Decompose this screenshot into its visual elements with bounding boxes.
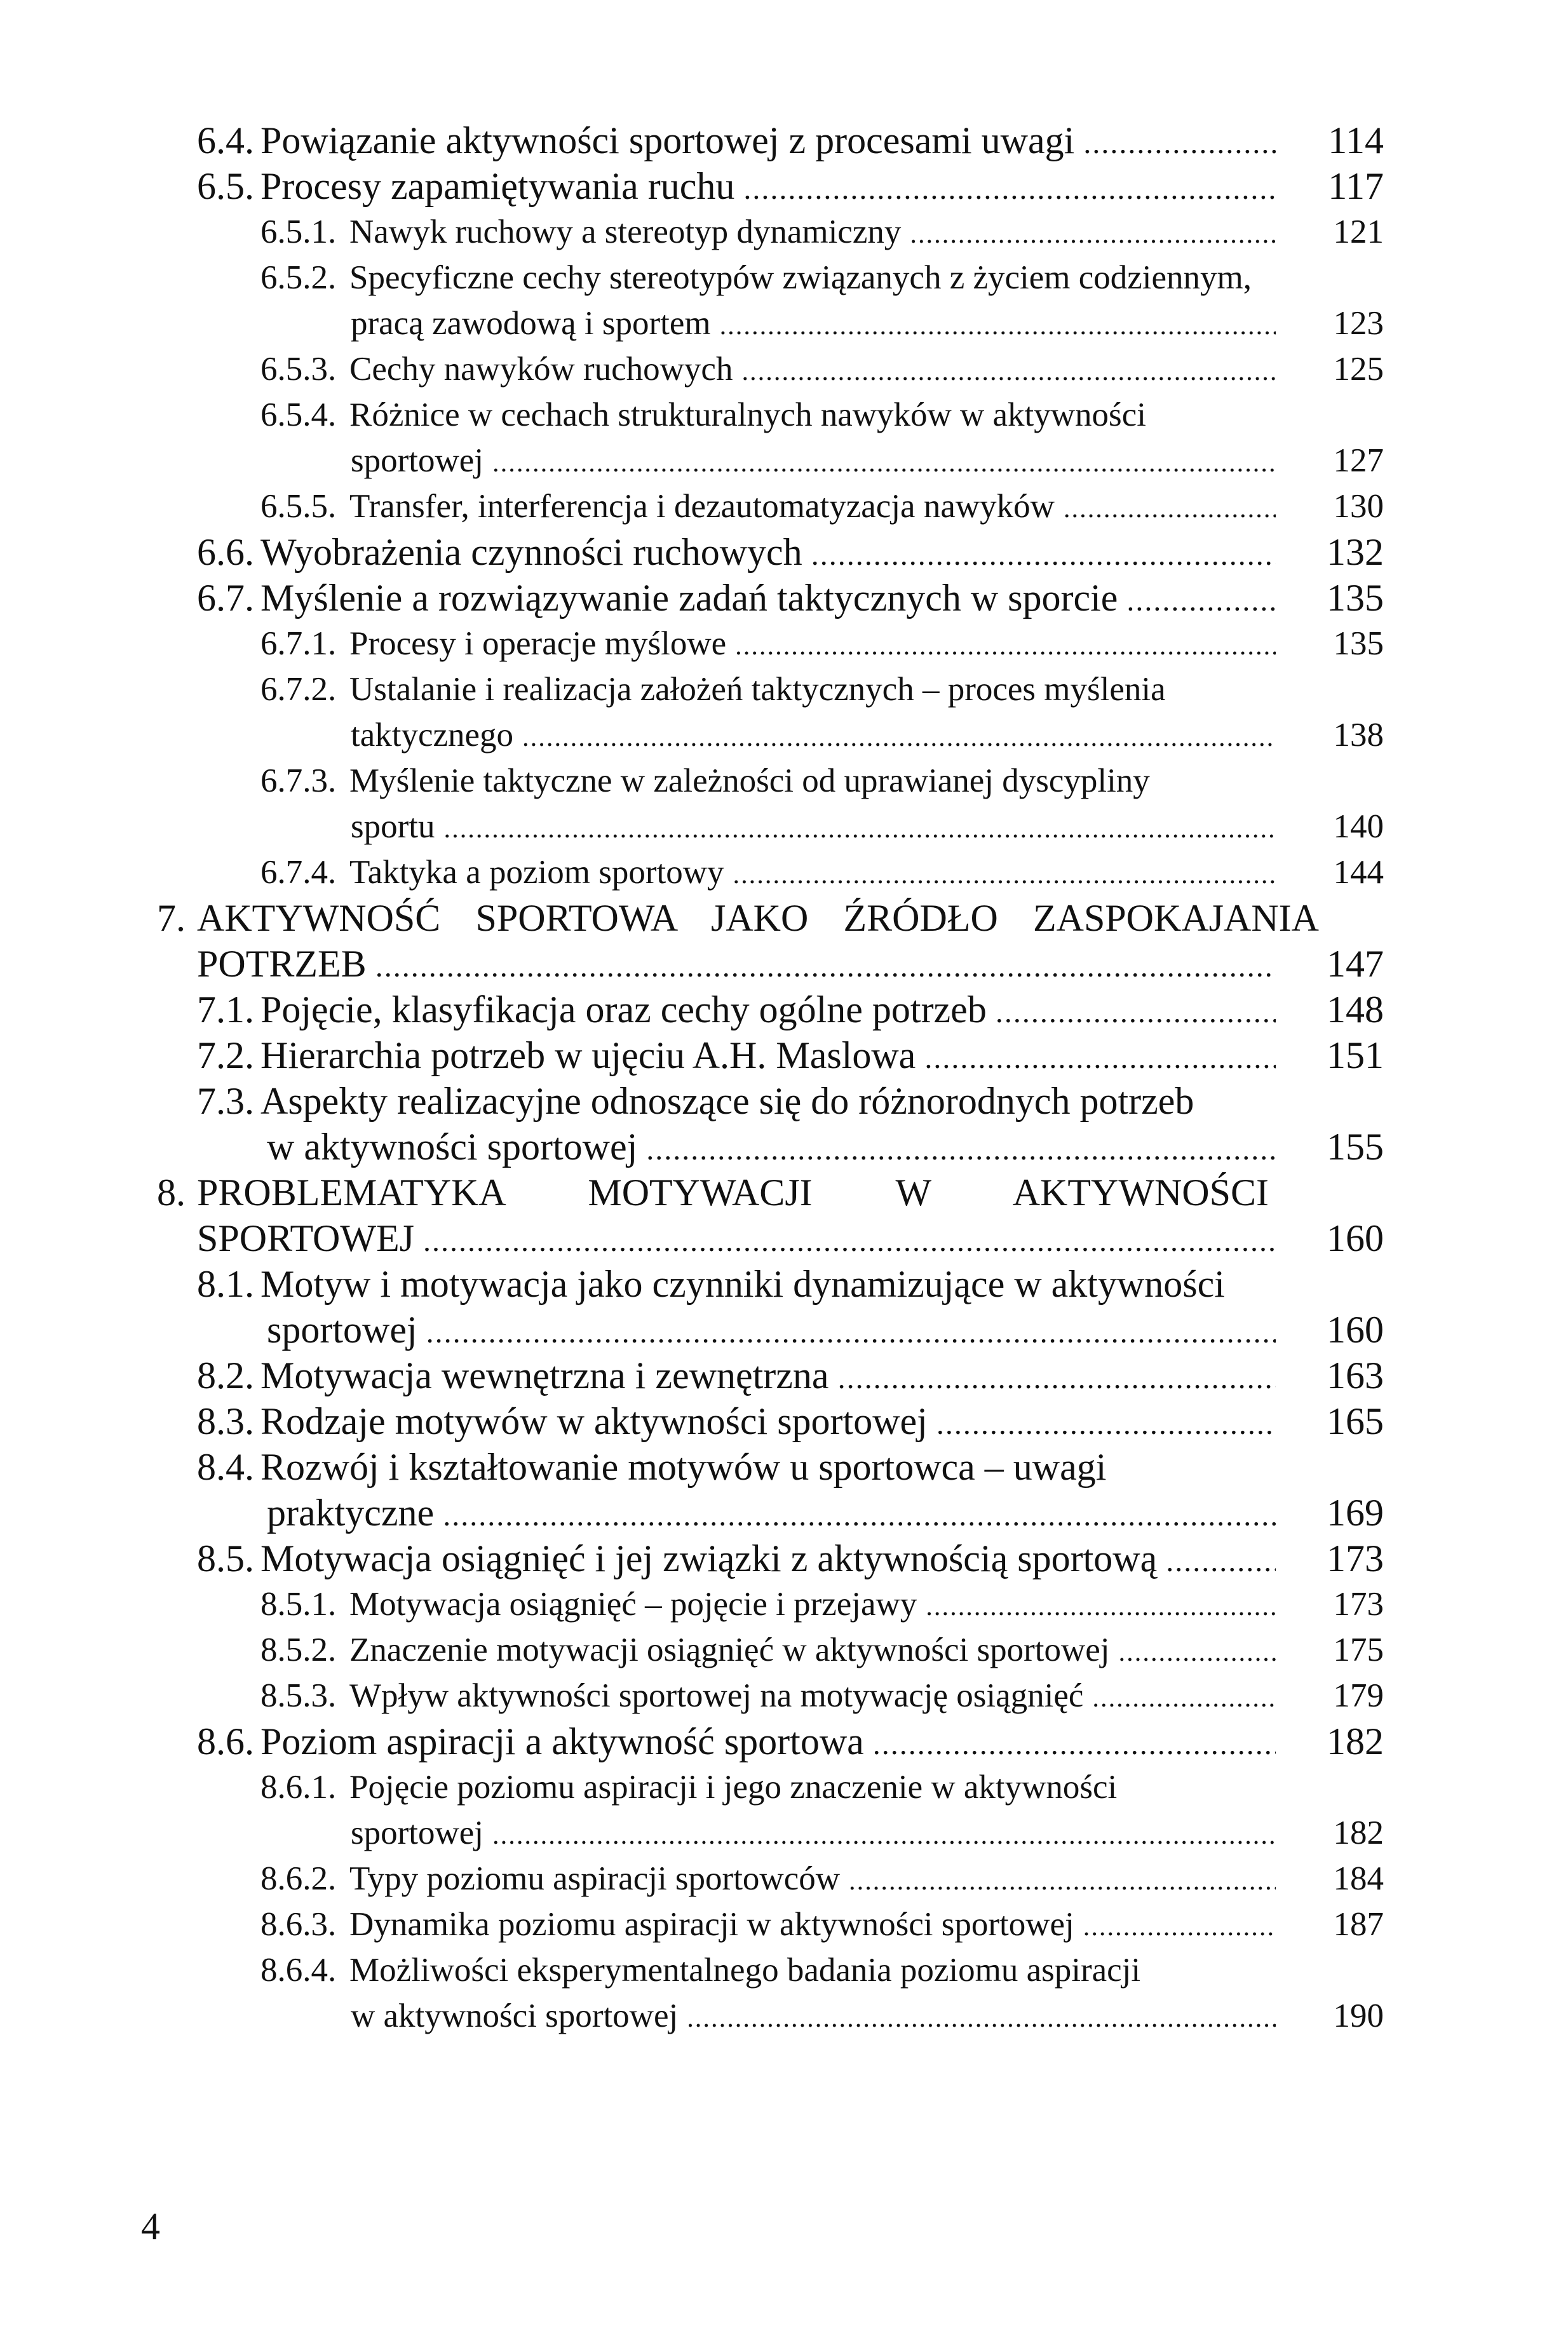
toc-entry (0, 1261, 1384, 1307)
toc-entry-number: 6.5.1. (260, 213, 337, 250)
toc-entry-number: 6.7.3. (260, 762, 337, 799)
toc-entry (0, 1581, 1384, 1627)
toc-entry-page: 123 (1333, 305, 1384, 342)
toc-entry-page: 140 (1333, 808, 1384, 845)
toc-entry-title: Ustalanie i realizacja założeń taktycznych – proces myślenia (349, 671, 1166, 708)
toc-entry-title: AKTYWNOŚĆ SPORTOWA JAKO ŹRÓDŁO ZASPOKAJANIA (197, 897, 1319, 939)
dot-leader (1092, 1675, 1276, 1721)
toc-entry (0, 712, 1384, 758)
toc-entry-page: 160 (1327, 1217, 1384, 1259)
dot-leader (1126, 578, 1276, 624)
toc-entry (0, 987, 1384, 1032)
toc-entry (0, 758, 1384, 804)
toc-entry-title: Poziom aspiracji a aktywność sportowa (260, 1720, 864, 1762)
dot-leader (926, 1584, 1276, 1630)
toc-entry-title: pracą zawodową i sportem (351, 305, 711, 342)
toc-entry-number: 6.7.4. (260, 854, 337, 891)
toc-entry (0, 1124, 1384, 1170)
toc-entry-title: Wpływ aktywności sportowej na motywację osiągnięć (349, 1677, 1084, 1714)
toc-entry-title: Motywacja wewnętrzna i zewnętrzna (260, 1355, 829, 1396)
toc-entry-page: 132 (1327, 531, 1384, 573)
dot-leader (687, 1996, 1276, 2041)
dot-leader (996, 990, 1276, 1036)
toc-entry-title: Dynamika poziomu aspiracji w aktywności sportowej (349, 1906, 1074, 1943)
toc-entry-number: 7.1. (197, 989, 254, 1031)
toc-entry-page: 125 (1333, 351, 1384, 388)
toc-entry-number: 7.3. (197, 1080, 254, 1122)
toc-entry-number: 6.7.1. (260, 625, 337, 662)
toc-entry-page: 135 (1327, 577, 1384, 619)
dot-leader (492, 440, 1276, 486)
toc-entry (0, 346, 1384, 392)
toc-entry-number: 6.5.2. (260, 259, 337, 296)
toc-entry-number: 7.2. (197, 1034, 254, 1076)
dot-leader (849, 1858, 1276, 1904)
dot-leader (811, 532, 1276, 578)
toc-entry-page: 175 (1333, 1632, 1384, 1668)
dot-leader (1083, 1904, 1276, 1950)
toc-entry-title: Możliwości eksperymentalnego badania poziomu aspiracji (349, 1952, 1141, 1989)
toc-entry-number: 8.4. (197, 1446, 254, 1488)
toc-entry-number: 6.5. (197, 165, 254, 207)
toc-entry-page: 163 (1327, 1355, 1384, 1396)
dot-leader (375, 944, 1276, 990)
toc-entry-page: 144 (1333, 854, 1384, 891)
toc-entry-title: Powiązanie aktywności sportowej z procesami uwagi (260, 119, 1075, 161)
toc-entry (0, 118, 1384, 163)
toc-entry-number: 8.5. (197, 1538, 254, 1579)
toc-entry (0, 1810, 1384, 1856)
toc-entry-title: Typy poziomu aspiracji sportowców (349, 1860, 840, 1897)
toc-entry (0, 1902, 1384, 1947)
table-of-contents (0, 118, 1384, 2039)
toc-entry-title: sportowej (351, 442, 484, 479)
dot-leader (492, 1813, 1276, 1858)
dot-leader (1119, 1630, 1276, 1675)
toc-entry-title: Motywacja osiągnięć – pojęcie i przejawy (349, 1586, 917, 1623)
toc-entry (0, 1353, 1384, 1398)
toc-entry-page: 121 (1333, 213, 1384, 250)
dot-leader (924, 1036, 1276, 1081)
toc-entry-title: w aktywności sportowej (267, 1126, 638, 1168)
toc-entry (0, 1444, 1384, 1490)
dot-leader (735, 623, 1276, 669)
toc-entry (0, 483, 1384, 529)
toc-entry-page: 187 (1333, 1906, 1384, 1943)
toc-entry-number: 8.2. (197, 1355, 254, 1396)
toc-entry (0, 438, 1384, 483)
dot-leader (443, 1493, 1276, 1539)
toc-entry-title: POTRZEB (197, 943, 367, 985)
toc-entry-title: Myślenie a rozwiązywanie zadań taktycznych w sporcie (260, 577, 1118, 619)
toc-entry-title: Rozwój i kształtowanie motywów u sportowca – uwagi (260, 1446, 1107, 1488)
toc-entry-number: 6.6. (197, 531, 254, 573)
toc-entry-number: 7. (157, 897, 186, 939)
toc-entry (0, 529, 1384, 575)
toc-entry-title: Myślenie taktyczne w zależności od uprawianej dyscypliny (349, 762, 1150, 799)
toc-entry (0, 621, 1384, 666)
toc-entry-page: 114 (1328, 119, 1384, 161)
toc-entry-title: w aktywności sportowej (351, 1997, 679, 2034)
toc-entry (0, 1947, 1384, 1993)
dot-leader (743, 166, 1276, 212)
dot-leader (444, 806, 1276, 852)
toc-entry-title: Motywacja osiągnięć i jej związki z aktywnością sportową (260, 1538, 1158, 1579)
toc-entry-page: 184 (1333, 1860, 1384, 1897)
toc-entry-number: 8.6.4. (260, 1952, 337, 1989)
toc-entry-title: sportowej (267, 1309, 417, 1351)
toc-entry-page: 135 (1333, 625, 1384, 662)
toc-entry-title: Rodzaje motywów w aktywności sportowej (260, 1400, 928, 1442)
toc-entry (0, 1078, 1384, 1124)
toc-entry-title: sportowej (351, 1815, 484, 1851)
toc-entry-page: 173 (1333, 1586, 1384, 1623)
toc-entry (0, 1307, 1384, 1353)
dot-leader (741, 349, 1276, 395)
toc-entry (0, 301, 1384, 346)
toc-entry-page: 190 (1333, 1997, 1384, 2034)
toc-entry-page: 173 (1327, 1538, 1384, 1579)
toc-entry-page: 160 (1327, 1309, 1384, 1351)
dot-leader (646, 1127, 1276, 1173)
toc-entry-title: Różnice w cechach strukturalnych nawyków w aktywności (349, 396, 1146, 433)
toc-entry-number: 8.5.3. (260, 1677, 337, 1714)
toc-entry-number: 8.6.2. (260, 1860, 337, 1897)
toc-entry-title: Nawyk ruchowy a stereotyp dynamiczny (349, 213, 902, 250)
toc-entry-page: 179 (1333, 1677, 1384, 1714)
toc-entry-title: Aspekty realizacyjne odnoszące się do różnorodnych potrzeb (260, 1080, 1194, 1122)
dot-leader (423, 1219, 1276, 1264)
toc-entry-page: 138 (1333, 717, 1384, 754)
dot-leader (720, 303, 1276, 349)
toc-entry-page: 155 (1327, 1126, 1384, 1168)
toc-entry (0, 163, 1384, 209)
toc-entry-title: Pojęcie, klasyfikacja oraz cechy ogólne potrzeb (260, 989, 987, 1031)
toc-entry-title: Znaczenie motywacji osiągnięć w aktywności sportowej (349, 1632, 1110, 1668)
toc-entry-number: 6.5.5. (260, 488, 337, 525)
toc-entry (0, 575, 1384, 621)
toc-entry-title: praktyczne (267, 1492, 435, 1534)
dot-leader (522, 715, 1276, 760)
toc-entry-title: Procesy i operacje myślowe (349, 625, 727, 662)
toc-entry-title: Wyobrażenia czynności ruchowych (260, 531, 802, 573)
toc-entry (0, 1627, 1384, 1673)
toc-entry-number: 8. (157, 1172, 186, 1213)
toc-entry (0, 392, 1384, 438)
toc-entry-page: 148 (1327, 989, 1384, 1031)
toc-entry-title: Procesy zapamiętywania ruchu (260, 165, 735, 207)
toc-entry (0, 895, 1384, 941)
dot-leader (1166, 1539, 1276, 1585)
toc-entry-title: Hierarchia potrzeb w ujęciu A.H. Maslowa (260, 1034, 916, 1076)
toc-entry-page: 182 (1327, 1720, 1384, 1762)
toc-entry-number: 8.6. (197, 1720, 254, 1762)
toc-entry-page: 165 (1327, 1400, 1384, 1442)
toc-entry (0, 1764, 1384, 1810)
toc-entry (0, 1673, 1384, 1719)
toc-entry (0, 255, 1384, 301)
toc-entry-title: sportu (351, 808, 435, 845)
toc-entry-number: 6.5.4. (260, 396, 337, 433)
toc-entry-title: taktycznego (351, 717, 514, 754)
toc-entry-title: Transfer, interferencja i dezautomatyzacja nawyków (349, 488, 1055, 525)
dot-leader (1064, 486, 1276, 532)
dot-leader (426, 1310, 1276, 1356)
toc-entry-number: 6.7. (197, 577, 254, 619)
dot-leader (733, 852, 1276, 898)
toc-entry (0, 666, 1384, 712)
toc-entry-number: 8.5.1. (260, 1586, 337, 1623)
toc-entry (0, 1490, 1384, 1536)
toc-entry-page: 147 (1327, 943, 1384, 985)
toc-entry-page: 182 (1333, 1815, 1384, 1851)
toc-entry-title: Specyficzne cechy stereotypów związanych z życiem codziennym, (349, 259, 1252, 296)
toc-entry-title: SPORTOWEJ (197, 1217, 415, 1259)
toc-entry (0, 1719, 1384, 1764)
toc-entry-title: Motyw i motywacja jako czynniki dynamizujące w aktywności (260, 1263, 1225, 1305)
dot-leader (873, 1722, 1276, 1767)
toc-entry (0, 1856, 1384, 1902)
toc-entry-page: 151 (1327, 1034, 1384, 1076)
toc-entry-title: Taktyka a poziom sportowy (349, 854, 724, 891)
toc-entry-number: 8.5.2. (260, 1632, 337, 1668)
toc-entry-number: 6.7.2. (260, 671, 337, 708)
toc-entry (0, 804, 1384, 849)
toc-entry (0, 1398, 1384, 1444)
toc-entry-number: 6.4. (197, 119, 254, 161)
toc-entry-number: 8.6.3. (260, 1906, 337, 1943)
toc-entry (0, 1215, 1384, 1261)
toc-entry (0, 1536, 1384, 1581)
toc-entry-title: Pojęcie poziomu aspiracji i jego znaczenie w aktywności (349, 1769, 1118, 1806)
toc-entry (0, 209, 1384, 255)
toc-entry-title: Cechy nawyków ruchowych (349, 351, 733, 388)
toc-entry (0, 849, 1384, 895)
toc-entry-page: 169 (1327, 1492, 1384, 1534)
toc-entry (0, 1170, 1384, 1215)
toc-entry-number: 8.3. (197, 1400, 254, 1442)
toc-entry (0, 1032, 1384, 1078)
dot-leader (910, 212, 1276, 257)
toc-entry (0, 941, 1384, 987)
toc-entry-page: 130 (1333, 488, 1384, 525)
toc-entry-number: 6.5.3. (260, 351, 337, 388)
page-number: 4 (141, 2205, 160, 2247)
toc-entry-number: 8.1. (197, 1263, 254, 1305)
toc-entry (0, 1993, 1384, 2039)
toc-entry-number: 8.6.1. (260, 1769, 337, 1806)
dot-leader (936, 1402, 1276, 1447)
dot-leader (838, 1356, 1276, 1402)
dot-leader (1083, 121, 1276, 166)
toc-entry-page: 117 (1328, 165, 1384, 207)
toc-entry-title: PROBLEMATYKA MOTYWACJI W AKTYWNOŚCI (197, 1172, 1269, 1213)
toc-entry-page: 127 (1333, 442, 1384, 479)
